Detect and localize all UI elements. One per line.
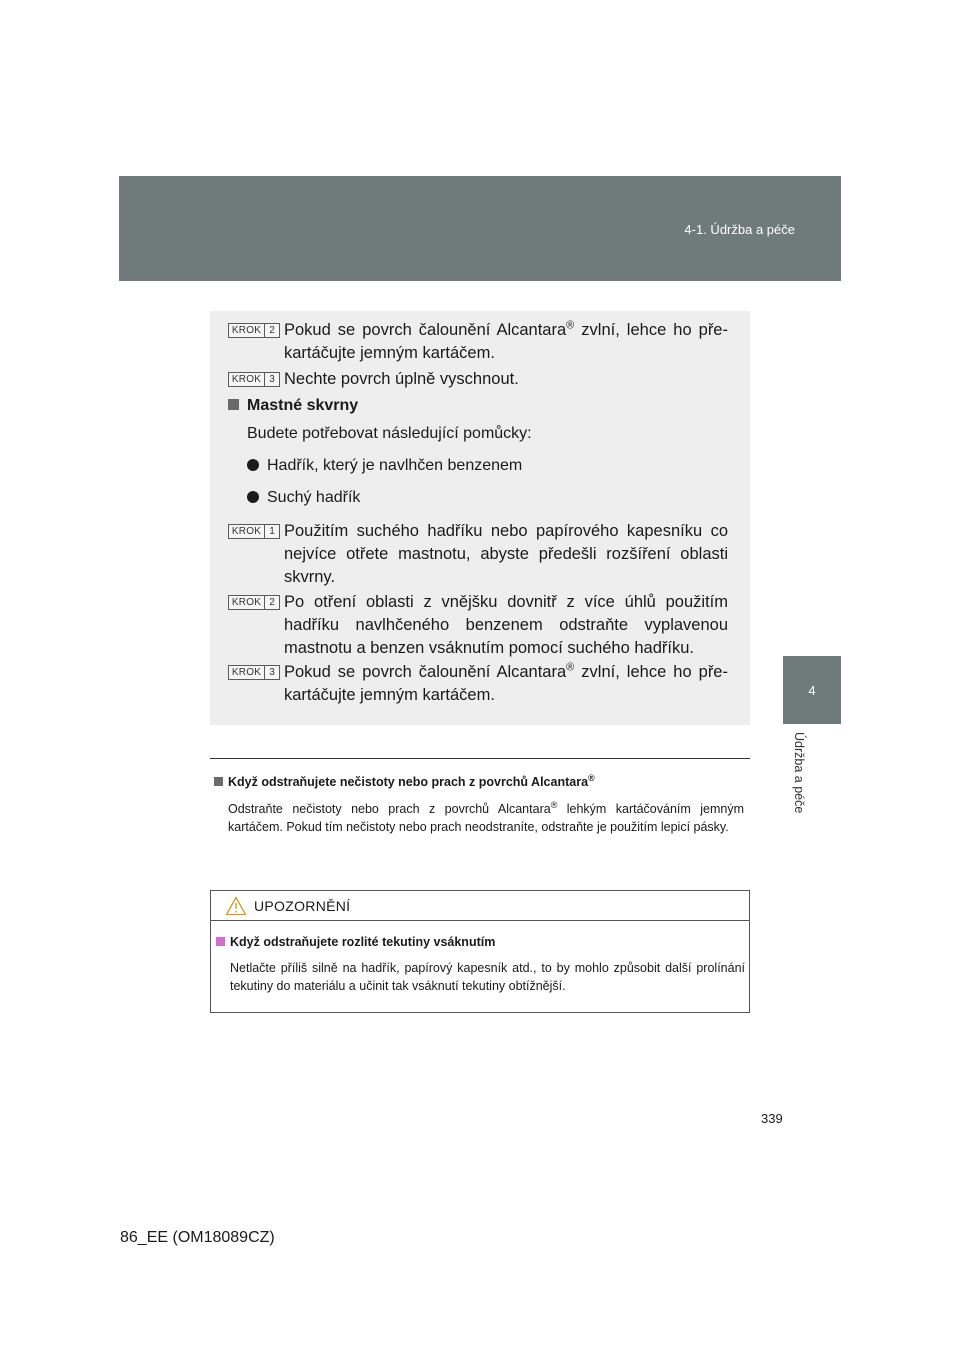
chapter-header-bar [119, 176, 841, 281]
list-item: Hadřík, který je navlhčen benzenem [247, 457, 522, 475]
dot-bullet-icon [247, 459, 259, 471]
note-section [214, 773, 744, 836]
step-c [228, 520, 728, 589]
document-id: 86_EE (OM18089CZ) [120, 1229, 275, 1246]
warning-triangle-icon [225, 896, 247, 916]
needs-text: Budete potřebovat následující pomůcky: [247, 425, 532, 442]
caution-title: UPOZORNĚNÍ [254, 898, 351, 914]
step-e-text: Pokud se povrch čalounění Alcantara® zvlní, lehce ho pře-kartáčujte jemným kartáčem. [284, 661, 728, 704]
page-number: 339 [761, 1111, 783, 1126]
dot-bullet-icon [247, 491, 259, 503]
square-bullet-icon [216, 937, 225, 946]
note-title: Když odstraňujete nečistoty nebo prach z povrchů Alcantara® [214, 773, 744, 789]
step-d-text: Po otření oblasti z vnějšku dovnitř z více úhlů použitím hadříku navlhčeného benzenem odstraňte vyplavenou mastnotu a benzen vsáknutím pomocí suchého hadříku. [284, 593, 728, 657]
step-badge: KROK 3 [228, 372, 280, 387]
divider [210, 758, 750, 759]
step-c-text: Použitím suchého hadříku nebo papírového kapesníku co nejvíce otřete mastnotu, abyste předešli rozšíření oblasti skvrny. [284, 522, 728, 586]
chapter-side-tab [783, 656, 841, 724]
chapter-header-title: 4-1. Údržba a péče [684, 222, 795, 237]
step-a [228, 319, 728, 365]
chapter-side-label: Údržba a péče [792, 732, 806, 814]
square-bullet-icon [228, 399, 239, 410]
step-d [228, 591, 728, 660]
chapter-side-tab-number: 4 [808, 682, 816, 698]
step-b [228, 368, 728, 391]
step-badge: KROK 2 [228, 323, 280, 338]
step-a-text: Pokud se povrch čalounění Alcantara® zvlní, lehce ho pře-kartáčujte jemným kartáčem. [284, 319, 728, 362]
step-badge: KROK 2 [228, 595, 280, 610]
step-badge: KROK 3 [228, 665, 280, 680]
steps-box [210, 311, 750, 725]
square-bullet-icon [214, 777, 223, 786]
step-b-text: Nechte povrch úplně vyschnout. [284, 370, 519, 388]
list-item: Suchý hadřík [247, 489, 360, 507]
step-e [228, 661, 728, 707]
caution-body: Netlačte příliš silně na hadřík, papírový kapesník atd., to by mohlo způsobit další prolínání tekutiny do materiálu a učinit tak vsáknutí tekutiny obtížnější. [230, 961, 745, 993]
section-title: Mastné skvrny [228, 397, 358, 415]
caution-box [210, 890, 750, 1013]
note-body: Odstraňte nečistoty nebo prach z povrchů Alcantara® lehkým kartáčováním jemným kartáčem. Pokud tím nečistoty nebo prach neodstraníte, odstraňte je použitím lepicí pásky. [228, 800, 744, 835]
step-badge: KROK 1 [228, 524, 280, 539]
caution-header [211, 891, 749, 921]
caution-subtitle: Když odstraňujete rozlité tekutiny vsáknutím [216, 935, 495, 949]
